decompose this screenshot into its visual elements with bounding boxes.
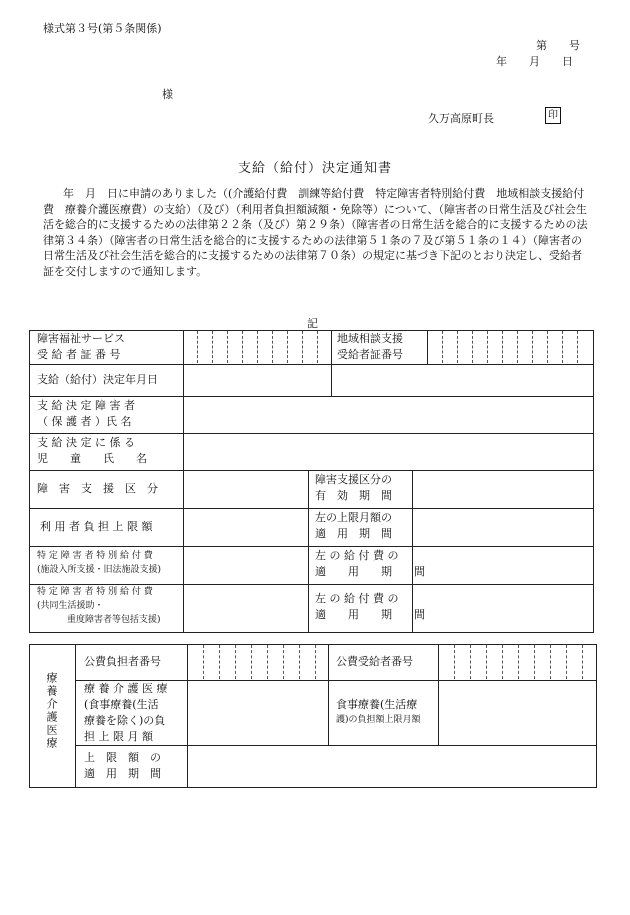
decision-date-label: 支給（給付）決定年月日 [37, 373, 158, 386]
notice-body: 年 月 日に申請のありました（(介護給付費 訓練等給付費 特定障害者特別給付費 地域相談支援給付費 療養介護医療費）の支給）（及び）（利用者負担額減額・免除等）について、（障害者の日常生活及び社会生活を総合的に支援するための法律第２２条（及び）第２９条）（障害者の日常生活を総合的に支援するための法律第３４条）（障害者の日常生活を総合的に支援するための法律第５１条の７及び第５１条の１４）（障害者の日常生活及び社会生活を総合的に支援するための法律第７０条）の規定に基づき下記のとおり決定し、受給者証を交付しますので通知します。 [43, 187, 588, 278]
limit-period-label: 上 限 額 の 適 用 期 間 [84, 751, 161, 780]
special-benefit-group-label: 特 定 障 害 者 特 別 給 付 費 (共同生活援助・ 重度障害者等包括支援) [37, 587, 161, 625]
meal-copay-limit-label: 食事療養(生活療 護)の負担額上限月額 [336, 698, 421, 725]
benefit-period-label-2: 左 の 給 付 費 の 適 用 期 間 [315, 592, 425, 621]
recipient-suffix: 様 [162, 88, 173, 101]
recipient-name-label: 支 給 決 定 障 害 者 （ 保 護 者 ）氏 名 [37, 399, 135, 428]
page-title: 支給（給付）決定通知書 [237, 161, 392, 176]
document-number: 第 号 [536, 39, 580, 52]
copay-period-label: 左の上限月額の 適 用 期 間 [315, 511, 392, 540]
medical-copay-limit-label: 療 養 介 護 医 療 (食事療養(生活 療養を除く)の負 担 上 限 月 額 [84, 682, 168, 743]
public-recipient-number-label: 公費受給者番号 [336, 655, 413, 668]
ki-mark: 記 [307, 317, 318, 330]
category-validity-label: 障害支援区分の 有 効 期 間 [315, 473, 392, 502]
issue-date: 年 月 日 [496, 55, 573, 68]
seal-stamp: 印 [545, 107, 561, 124]
issuer-name: 久万高原町長 [428, 112, 494, 125]
service-recipient-number-label: 障害福祉サービス 受 給 者 証 番 号 [37, 332, 125, 361]
benefit-period-label-1: 左 の 給 付 費 の 適 用 期 間 [315, 549, 425, 578]
child-name-label: 支 給 決 定 に 係 る 児 童 氏 名 [37, 436, 147, 465]
form-number: 様式第３号(第５条関係) [43, 22, 162, 35]
medical-care-side-label: 療養介護医療 [45, 672, 58, 750]
support-category-label: 障 害 支 援 区 分 [37, 482, 158, 495]
copay-limit-label: 利 用 者 負 担 上 限 額 [40, 520, 153, 533]
consultation-recipient-number-label: 地域相談支援 受給者証番号 [337, 332, 403, 361]
special-benefit-facility-label: 特 定 障 害 者 特 別 給 付 費 (施設入所支援・旧法施設支援) [37, 551, 162, 575]
public-payer-number-label: 公費負担者番号 [84, 655, 161, 668]
